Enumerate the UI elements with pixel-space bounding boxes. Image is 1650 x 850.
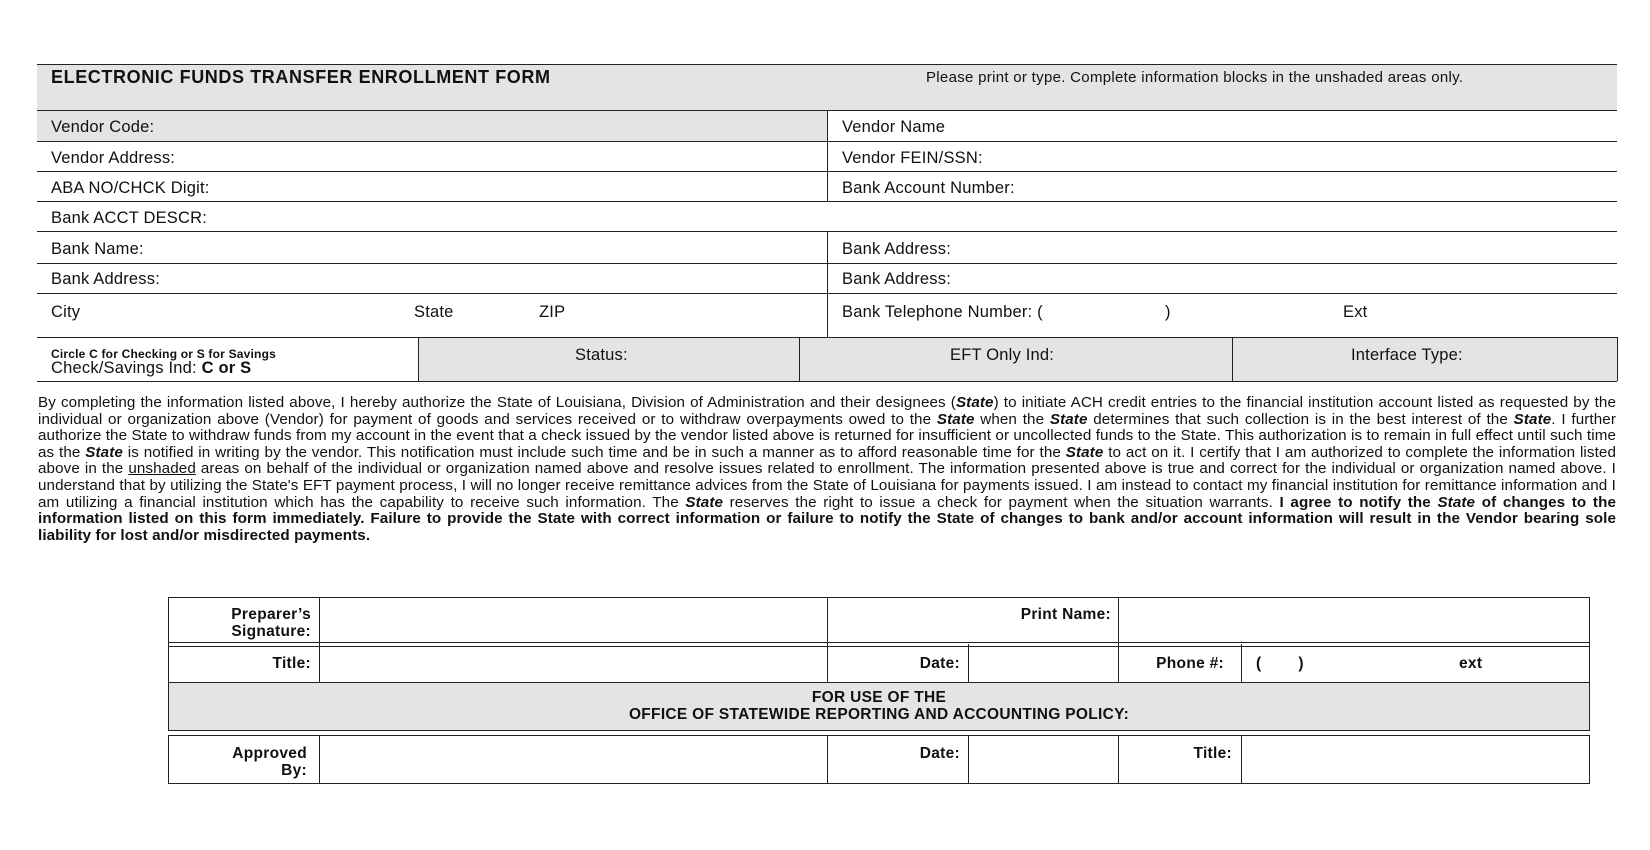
circle-instruction: Circle C for Checking or S for Savings (51, 347, 276, 361)
eft-only-label: EFT Only Ind: (950, 346, 1055, 364)
vendor-fein-label: Vendor FEIN/SSN: (842, 149, 983, 167)
form-title: ELECTRONIC FUNDS TRANSFER ENROLLMENT FORM (51, 67, 551, 87)
phone-label: Phone #: (1156, 655, 1224, 672)
bank-name-label: Bank Name: (51, 240, 144, 258)
bank-telephone-label: Bank Telephone Number: ( (842, 303, 1043, 321)
preparer-signature-label (170, 606, 311, 640)
check-savings-label (51, 359, 251, 378)
approval-date-input[interactable] (970, 737, 1116, 782)
title-label: Title: (272, 655, 311, 672)
approved-line: Approved (232, 745, 307, 762)
vendor-name-label: Vendor Name (842, 118, 946, 136)
bank-address-label: Bank Address: (842, 240, 951, 258)
vendor-code-label: Vendor Code: (51, 118, 155, 136)
status-label: Status: (575, 346, 628, 364)
approval-date-label: Date: (919, 745, 960, 762)
approved-by-input[interactable] (321, 737, 825, 782)
print-name-label: Print Name: (1020, 606, 1111, 623)
bank-telephone-paren: ) (1165, 303, 1171, 321)
check-savings-label-text: Check/Savings Ind: (51, 359, 197, 377)
preparer-signature-input[interactable] (321, 599, 825, 641)
interface-type-label: Interface Type: (1351, 346, 1463, 364)
approval-title-input[interactable] (1243, 737, 1588, 782)
bank-account-number-label: Bank Account Number: (842, 179, 1015, 197)
preparer-line: Preparer’s (231, 606, 311, 623)
print-name-input[interactable] (1120, 599, 1588, 641)
phone-area-code[interactable]: ( ) (1256, 655, 1304, 672)
approval-title-label: Title: (1193, 745, 1232, 762)
vendor-code-shaded-cell (37, 111, 827, 141)
authorization-paragraph: By completing the information listed above, I hereby authorize the State of Louisiana, Division of Administration and their designees (State) to initiate ACH credit entries to the financial institution account listed as requested by the individual or organization above (Vendor) for payment of goods and services received or to withdraw overpayments owed to the State when the State determines that such collection is in the best interest of the State. I further authorize the State to withdraw funds from my account in the event that a check issued by the vendor listed above is returned for insufficient or uncollected funds to the State. This authorization is to remain in full effect until such time as the State is notified in writing by the vendor. This notification must include such time and be in such a manner as to afford reasonable time for the State to act on it. I certify that I am authorized to complete the information listed above in the unshaded areas on behalf of the individual or organization named above and resolve issues related to enrollment. The information presented above is true and correct for the individual or organization named above. I understand that by utilizing the State's EFT payment process, I will no longer receive remittance advices from the State of Louisiana for payments issued. I am instead to contact my financial institution for remittance information and I am utilizing a financial institution which has the capability to receive such information. The State reserves the right to issue a check for payment when the situation warrants. I agree to notify the State of changes to the information listed on this form immediately. Failure to provide the State with correct information or failure to notify the State of changes to bank and/or account information will result in the Vendor bearing sole liability for lost and/or misdirected payments. (38, 394, 1616, 544)
state-label: State (414, 303, 454, 321)
signature-line: Signature: (231, 623, 311, 640)
date-label: Date: (919, 655, 960, 672)
aba-number-label: ABA NO/CHCK Digit: (51, 179, 210, 197)
office-use-line: OFFICE OF STATEWIDE REPORTING AND ACCOUNTING POLICY: (628, 706, 1130, 723)
bank-acct-descr-label: Bank ACCT DESCR: (51, 209, 208, 227)
bank-address-label: Bank Address: (842, 270, 951, 288)
vendor-address-label: Vendor Address: (51, 149, 176, 167)
city-label: City (51, 303, 81, 321)
zip-label: ZIP (539, 303, 566, 321)
title-input[interactable] (321, 648, 825, 682)
office-use-heading (168, 689, 1590, 723)
check-savings-value: C or S (201, 359, 252, 377)
phone-ext-label: ext (1459, 655, 1483, 672)
approved-by-label (170, 745, 307, 779)
office-use-line: FOR USE OF THE (811, 689, 947, 706)
date-input[interactable] (970, 648, 1116, 682)
bank-address-label: Bank Address: (51, 270, 160, 288)
form-instructions: Please print or type. Complete information blocks in the unshaded areas only. (926, 69, 1464, 86)
ext-label: Ext (1343, 303, 1368, 321)
by-line: By: (281, 762, 307, 779)
